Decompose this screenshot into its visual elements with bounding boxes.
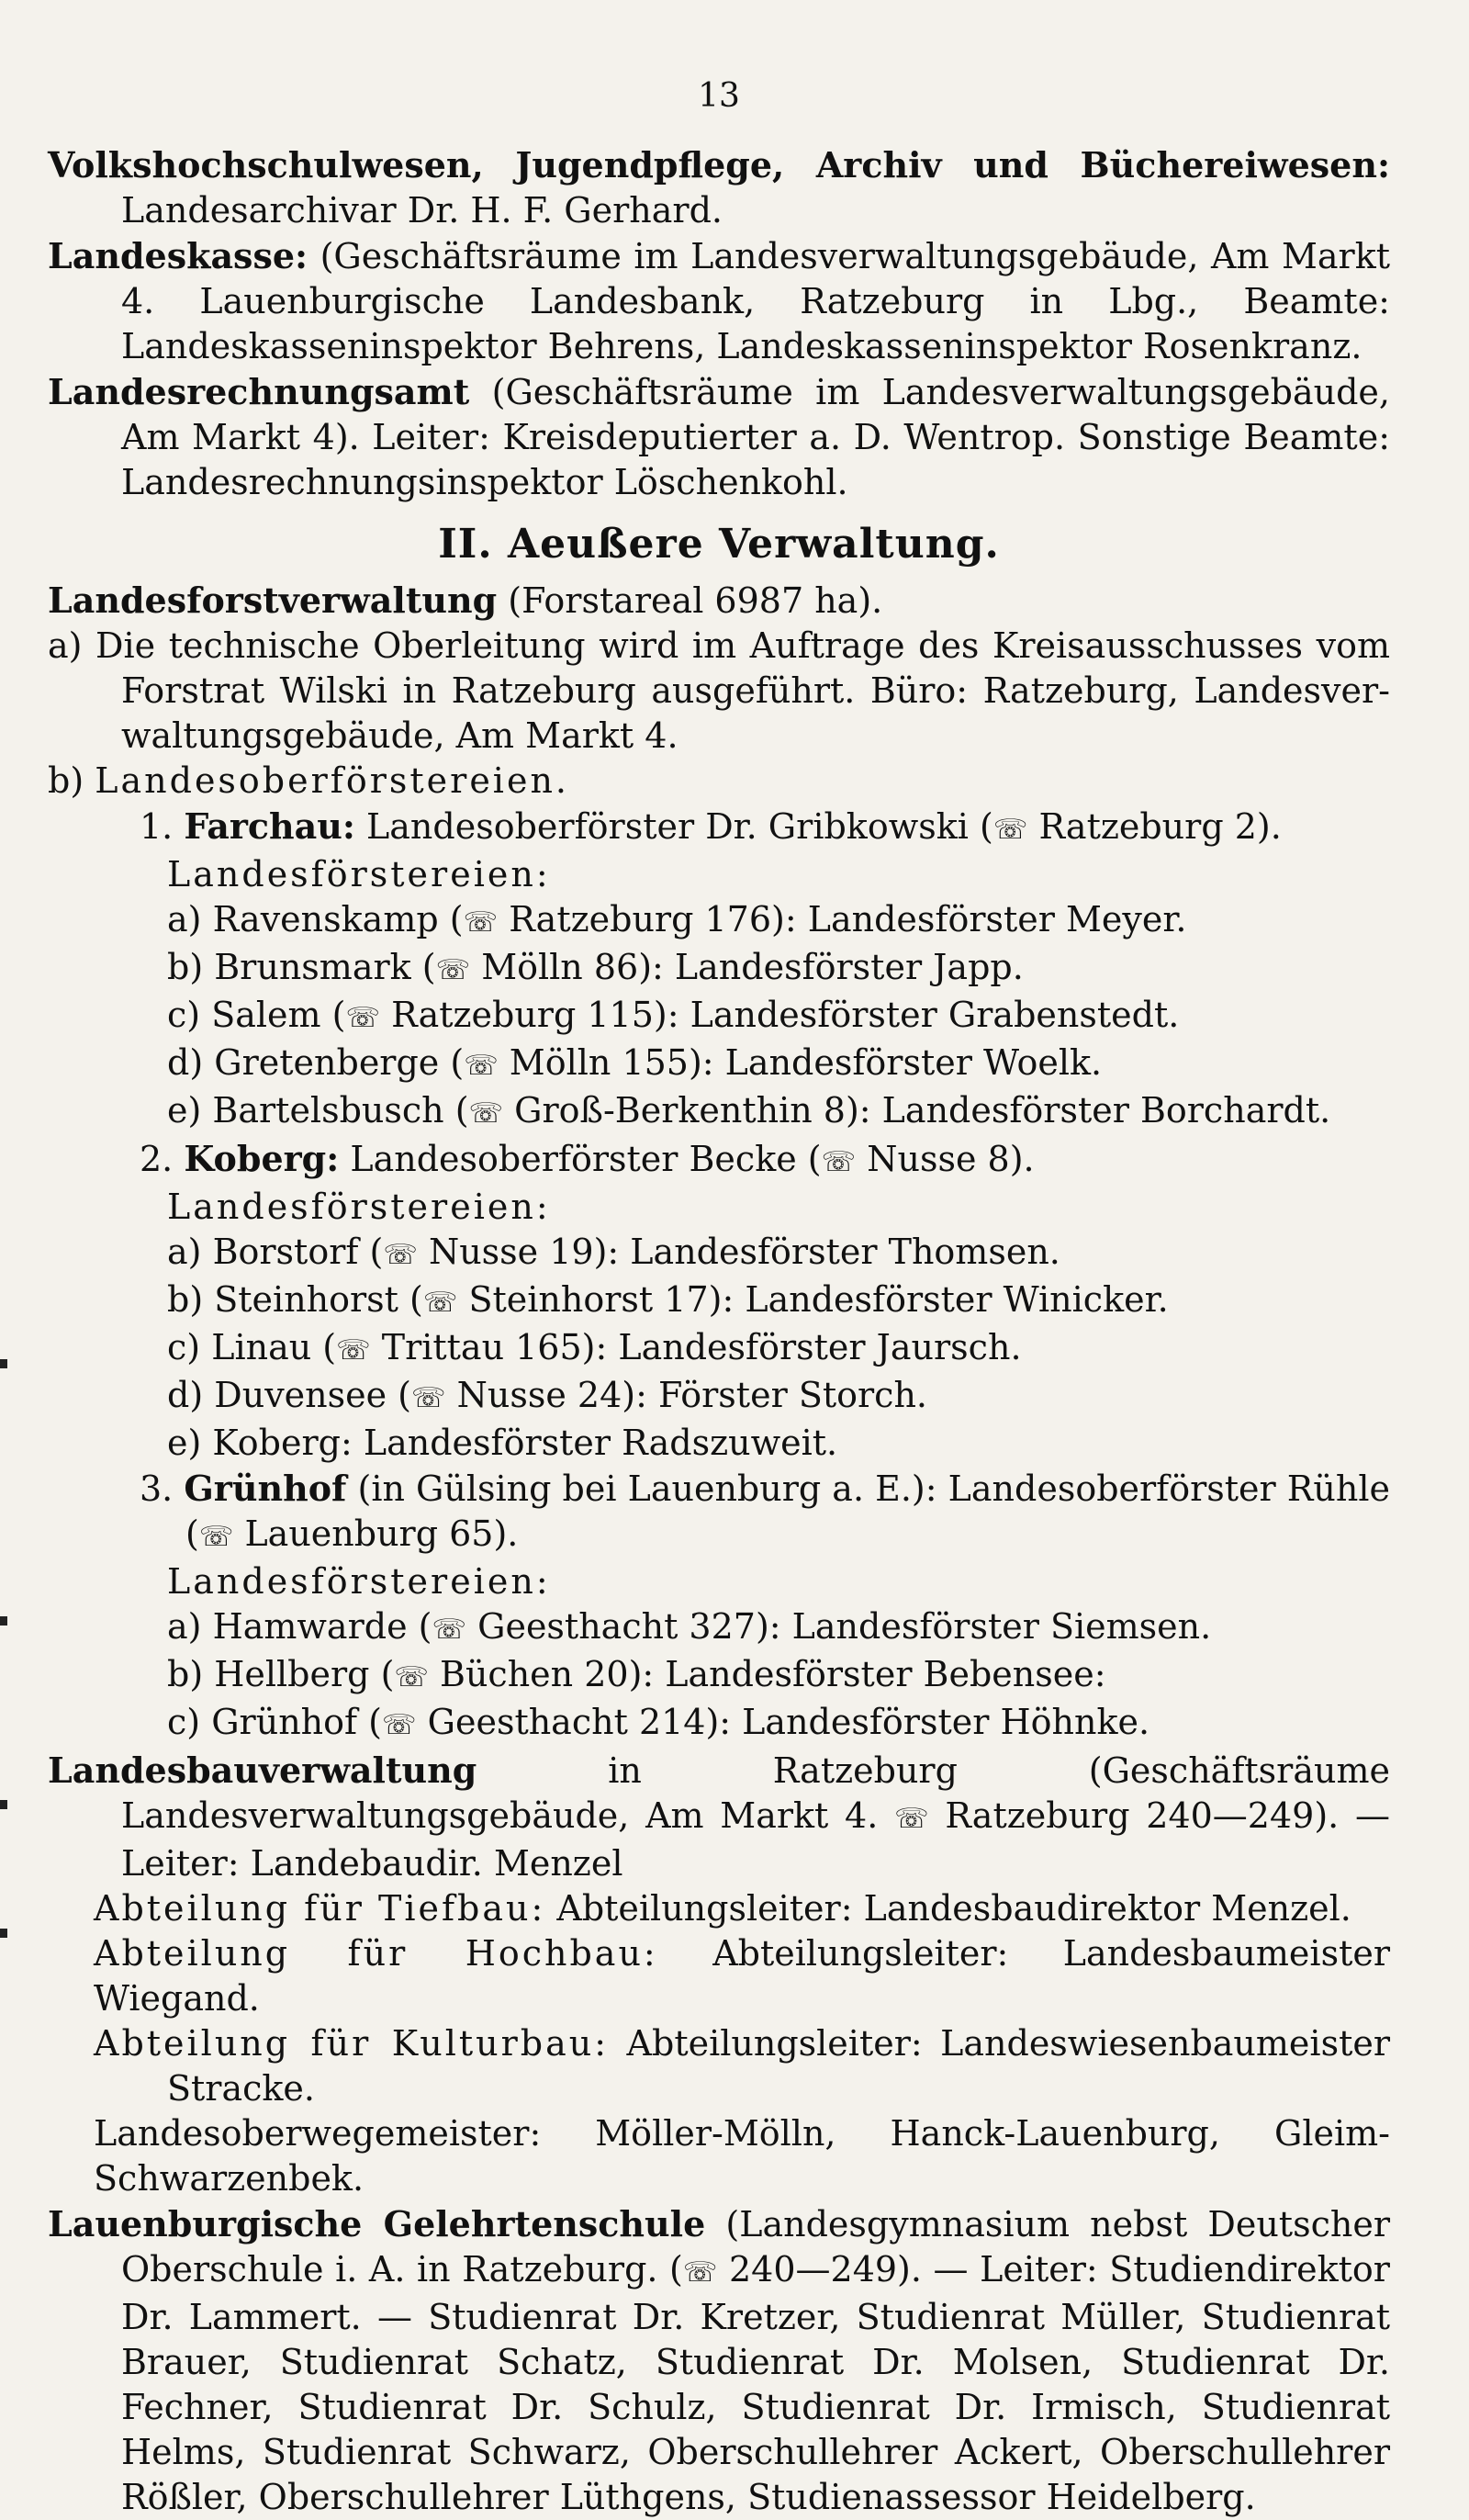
forst-item-a xyxy=(48,624,1390,759)
telephone-icon: ☏ xyxy=(394,1661,429,1693)
list-number: 1. xyxy=(140,806,174,847)
dept-name: Abteilung für Hochbau: xyxy=(94,1933,658,1974)
list-text: Landesoberförstereien. xyxy=(95,760,569,801)
telephone-icon: ☏ xyxy=(411,1382,446,1414)
telephone-icon: ☏ xyxy=(432,1614,466,1646)
telephone-icon: ☏ xyxy=(435,954,471,986)
dept-hochbau xyxy=(48,1931,1390,2021)
entry-text: Ratzeburg 240—249). — Leiter: Landebaudir. Menzel xyxy=(121,1795,1390,1884)
telephone-icon: ☏ xyxy=(463,906,499,939)
list-item: c) Grünhof (☏ Geesthacht 214): Landesförster Höhnke. xyxy=(167,1702,1150,1742)
entry-text: (Geschäftsräume im Landesverwaltungsgebäude, Am Markt 4. Lauenburgische Landesbank, Ratzeburg in Lbg., Beamte: Landeskasseninspektor Behrens, Landeskasseninspektor Rosenkranz. xyxy=(121,236,1390,366)
dept-name: Abteilung für Kulturbau: xyxy=(94,2023,610,2064)
list-number: 3. xyxy=(140,1468,174,1509)
telephone-icon: ☏ xyxy=(383,1239,418,1271)
dept-name: Abteilung für Tiefbau: xyxy=(94,1888,546,1929)
oberfoersterei-head: (in Gülsing bei Lauenburg a. E.): Landesoberförster Rühle ( xyxy=(185,1468,1390,1554)
list-item: b) Steinhorst (☏ Steinhorst 17): Landesförster Winicker. xyxy=(167,1279,1169,1320)
entry-text: Landesarchivar Dr. H. F. Gerhard. xyxy=(121,190,723,231)
telephone-icon: ☏ xyxy=(345,1002,380,1034)
entry-wegemeister: Landesoberwegemeister: Möller-Mölln, Hanck-Lauenburg, Gleim-Schwarzenbek. xyxy=(94,2113,1390,2199)
foerstereien-label: Landesförstereien: xyxy=(167,1561,551,1602)
list-item: e) Koberg: Landesförster Radszuweit. xyxy=(167,1423,838,1463)
telephone-icon: ☏ xyxy=(422,1287,458,1319)
entry-title: Landesforstverwaltung xyxy=(48,579,498,621)
entry-landesrechnungsamt xyxy=(48,369,1390,505)
dept-text: Abteilungsleiter: Landeswiesenbaumeister Stracke. xyxy=(167,2023,1390,2109)
oberfoersterei-head: Landesoberförster Dr. Gribkowski ( xyxy=(366,806,993,847)
list-item: b) Hellberg (☏ Büchen 20): Landesförster Bebensee: xyxy=(167,1654,1106,1694)
entry-title: Landesrechnungsamt xyxy=(48,371,470,412)
list-item: d) Duvensee (☏ Nusse 24): Förster Storch. xyxy=(167,1375,927,1415)
list-label: a) xyxy=(48,625,83,666)
entry-text: (Forstareal 6987 ha). xyxy=(508,580,883,621)
entry-text: (Geschäftsräume im Landesverwaltungsgebäude, Am Markt 4). Leiter: Kreisdeputierter a. D. Wentrop. Sonstige Beamte: Landesrechnungsinspektor Löschenkohl. xyxy=(121,372,1390,502)
oberfoersterei-phone: Nusse 8). xyxy=(867,1139,1035,1179)
telephone-icon: ☏ xyxy=(336,1334,371,1367)
document-page xyxy=(48,73,1390,2520)
list-item: a) Ravenskamp (☏ Ratzeburg 176): Landesförster Meyer. xyxy=(167,899,1187,939)
entry-title: Landeskasse: xyxy=(48,235,308,276)
edge-mark xyxy=(0,1800,7,1809)
entry-landesforstverwaltung xyxy=(48,578,1390,624)
telephone-icon: ☏ xyxy=(198,1521,234,1553)
entry-title: Landesbauverwaltung xyxy=(48,1749,477,1791)
dept-text: Abteilungsleiter: Landesbaudirektor Menzel. xyxy=(556,1888,1351,1929)
telephone-icon: ☏ xyxy=(682,2256,718,2289)
list-item: b) Brunsmark (☏ Mölln 86): Landesförster Japp. xyxy=(167,947,1024,987)
dept-kulturbau xyxy=(48,2021,1390,2111)
oberfoersterei-name: Farchau: xyxy=(184,805,355,847)
list-item: c) Linau (☏ Trittau 165): Landesförster Jaursch. xyxy=(167,1327,1022,1367)
oberfoersterei-farchau xyxy=(48,804,1390,852)
foerstereien-label: Landesförstereien: xyxy=(167,1187,551,1227)
telephone-icon: ☏ xyxy=(382,1709,417,1741)
oberfoersterei-name: Koberg: xyxy=(184,1138,340,1179)
forst-item-b xyxy=(48,759,1390,804)
oberfoersterei-phone: Ratzeburg 2). xyxy=(1038,806,1282,847)
oberfoersterei-name: Grünhof xyxy=(184,1468,347,1509)
telephone-icon: ☏ xyxy=(894,1803,929,1835)
telephone-icon: ☏ xyxy=(992,814,1028,846)
page-number: 13 xyxy=(698,77,740,115)
list-label: b) xyxy=(48,760,84,801)
entry-text: in Ratzeburg (Geschäftsräume Landesverwaltungsgebäude, Am Markt 4. xyxy=(121,1750,1390,1836)
entry-landeskasse xyxy=(48,233,1390,369)
telephone-icon: ☏ xyxy=(464,1050,499,1082)
entry-gelehrtenschule xyxy=(48,2201,1390,2520)
entry-text: 240—249). — Leiter: Studiendirektor Dr. Lammert. — Studienrat Dr. Kretzer, Studienrat Müller, Studienrat Brauer, Studienrat Schatz, Studienrat Dr. Molsen, Studienrat Dr. Fechner, Studienrat Dr. Schulz, Studienrat Dr. Irmisch, Studienrat Helms, Studienrat Schwarz, Oberschullehrer Ackert, Oberschullehrer Rößler, Oberschullehrer Lüthgens, Studienassessor Heidelberg. xyxy=(121,2249,1390,2517)
edge-mark xyxy=(0,1359,7,1368)
oberfoersterei-phone: Lauenburg 65). xyxy=(244,1513,519,1554)
list-item: a) Borstorf (☏ Nusse 19): Landesförster Thomsen. xyxy=(167,1232,1060,1272)
list-item: c) Salem (☏ Ratzeburg 115): Landesförster Grabenstedt. xyxy=(167,995,1180,1035)
oberfoersterei-head: Landesoberförster Becke ( xyxy=(350,1139,822,1179)
dept-tiefbau xyxy=(48,1886,1390,1931)
foerstereien-label: Landesförstereien: xyxy=(167,854,551,894)
list-item: d) Gretenberge (☏ Mölln 155): Landesförster Woelk. xyxy=(167,1042,1103,1083)
oberfoersterei-gruenhof xyxy=(48,1466,1390,1559)
telephone-icon: ☏ xyxy=(468,1097,504,1130)
edge-mark xyxy=(0,1929,7,1938)
entry-landesbauverwaltung xyxy=(48,1748,1390,1886)
edge-mark xyxy=(0,1616,7,1626)
dept-text: Abteilungsleiter: Landesbaumeister Wiegand. xyxy=(94,1933,1390,2019)
list-text: Die technische Oberleitung wird im Auftrage des Kreisausschusses vom Forstrat Wilski in Ratzeburg ausgeführt. Büro: Ratzeburg, Landesverwaltungsgebäude, Am Markt 4. xyxy=(95,625,1390,756)
section-title: II. Aeußere Verwaltung. xyxy=(438,521,1000,568)
telephone-icon: ☏ xyxy=(821,1146,857,1178)
oberfoersterei-koberg xyxy=(48,1136,1390,1185)
list-number: 2. xyxy=(140,1139,174,1179)
entry-text: (Landesgymnasium nebst Deutscher Oberschule i. A. in Ratzeburg. ( xyxy=(121,2204,1390,2289)
entry-title: Lauenburgische Gelehrtenschule xyxy=(48,2203,706,2244)
list-item: a) Hamwarde (☏ Geesthacht 327): Landesförster Siemsen. xyxy=(167,1606,1212,1647)
list-item: e) Bartelsbusch (☏ Groß-Berkenthin 8): Landesförster Borchardt. xyxy=(167,1090,1331,1131)
entry-volkshochschulwesen xyxy=(48,142,1390,233)
entry-title: Volkshochschulwesen, Jugendpflege, Archiv und Büchereiwesen: xyxy=(48,144,1390,186)
